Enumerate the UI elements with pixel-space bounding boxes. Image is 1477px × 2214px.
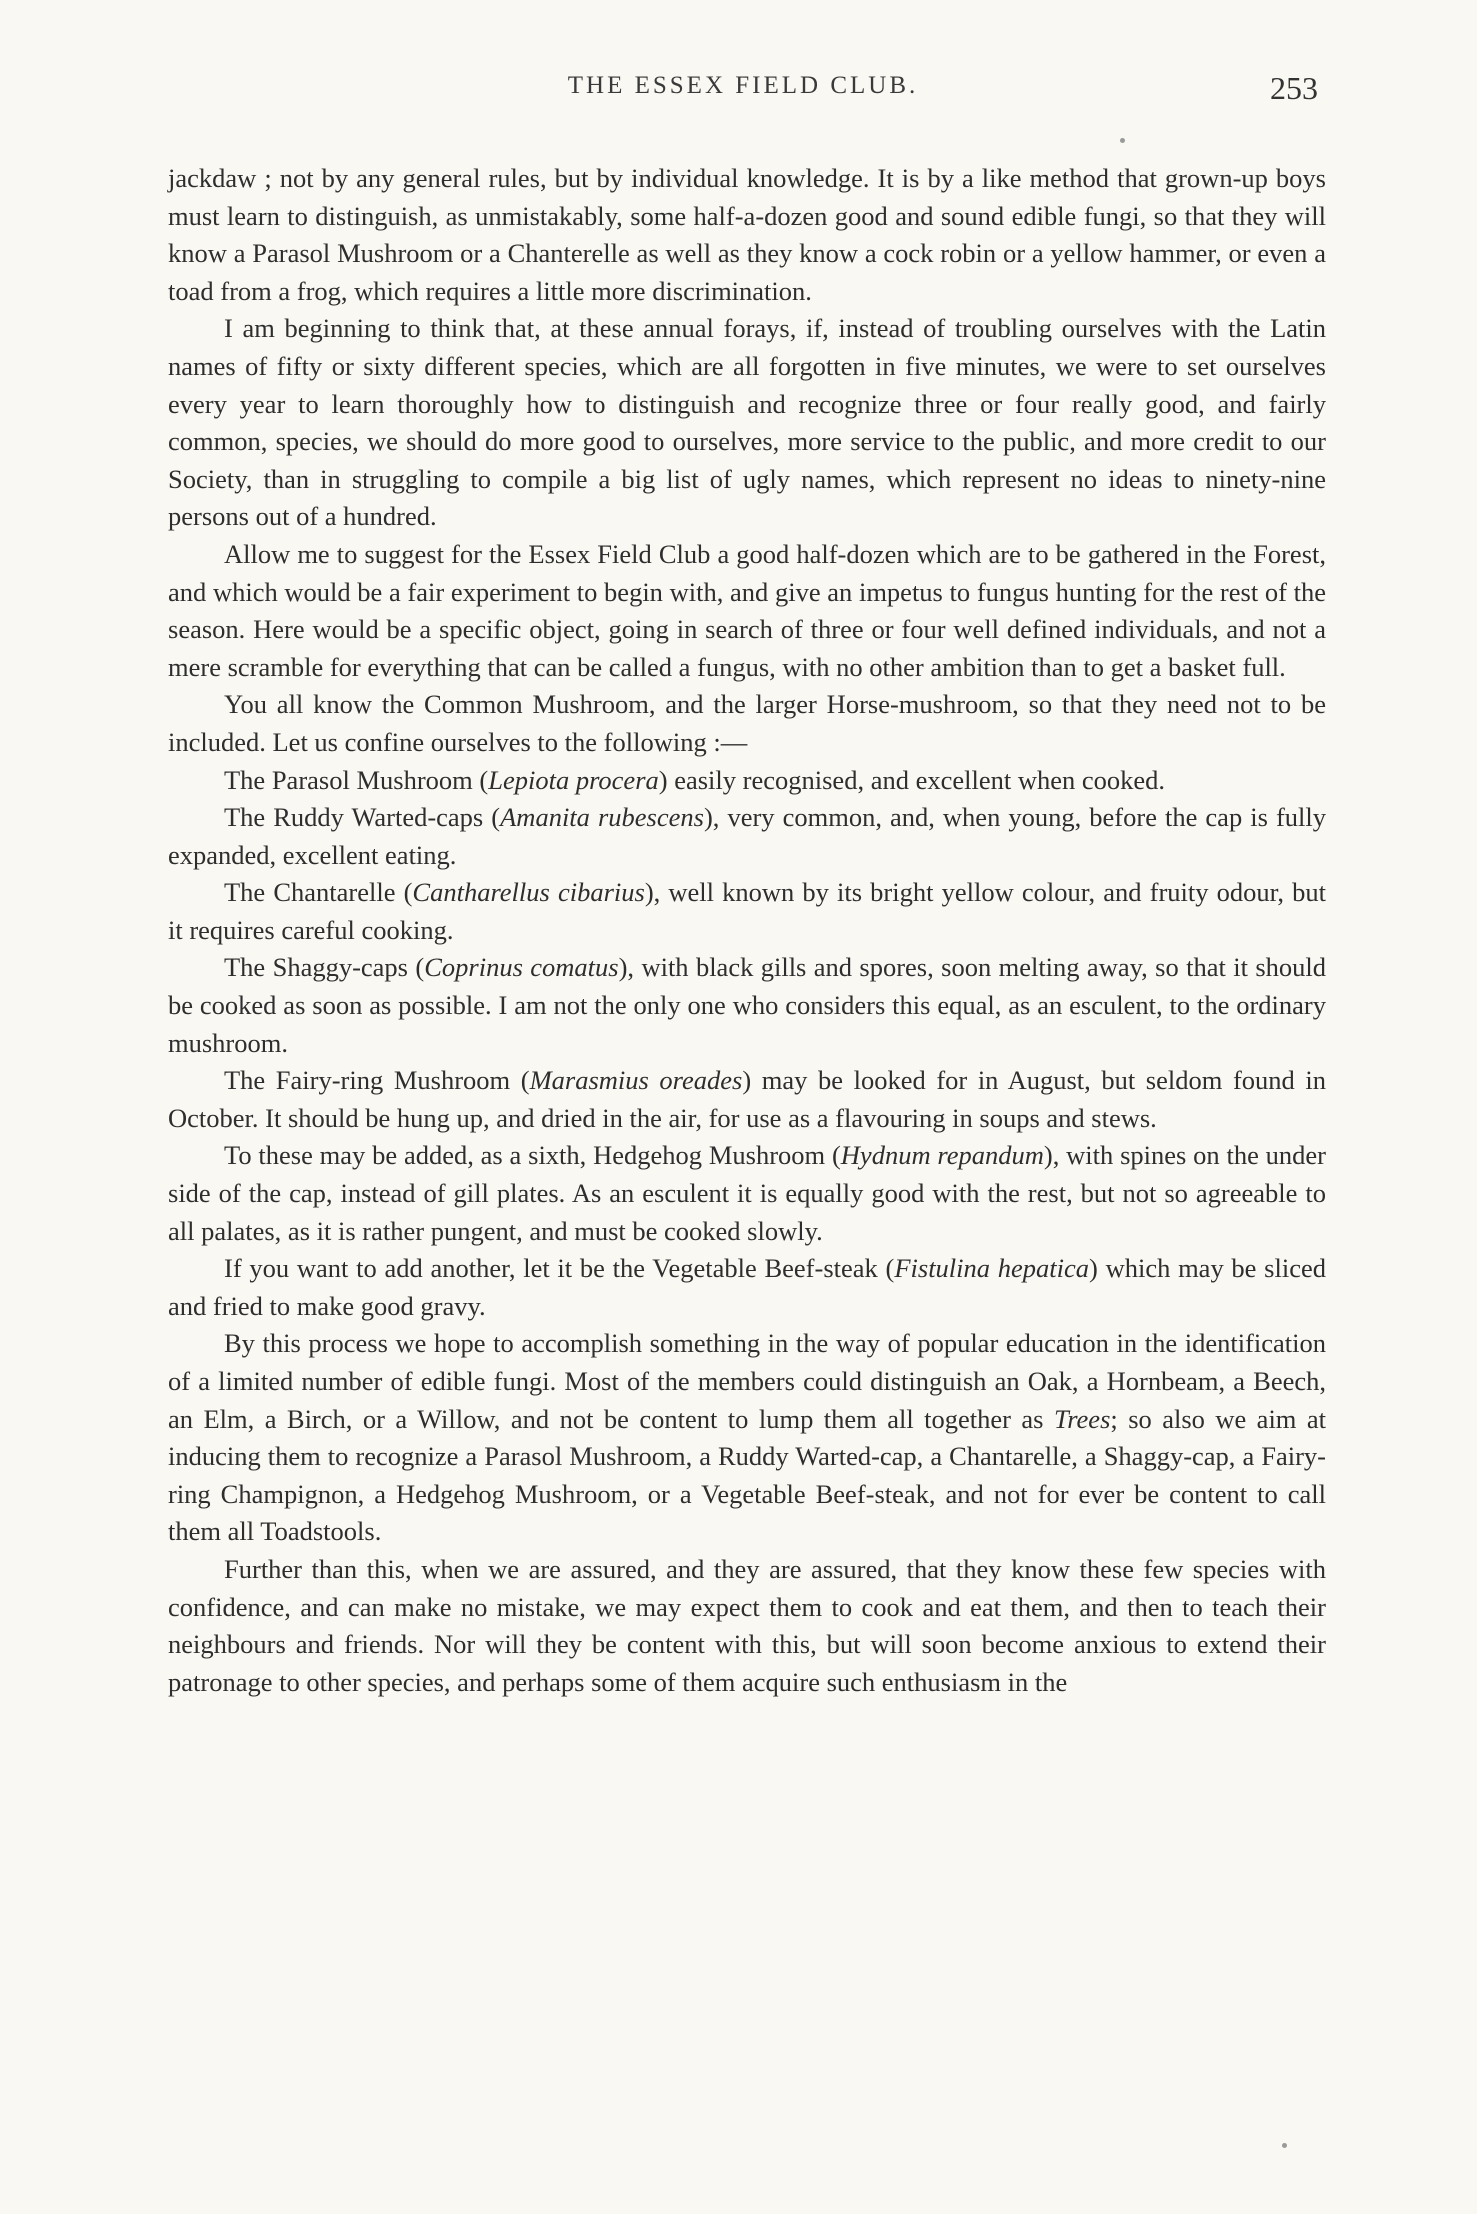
species-entry: The Fairy-ring Mushroom (Marasmius oreades) may be looked for in August, but seldom found in October. It should be hung up, and dried in the air, for use as a flavouring in soups and stews. — [168, 1065, 1326, 1133]
paragraph: You all know the Common Mushroom, and the larger Horse-mushroom, so that they need not to be included. Let us confine ourselves to the following :— — [168, 689, 1326, 757]
latin-name: Amanita rubescens — [500, 802, 704, 833]
latin-name: Marasmius oreades — [529, 1065, 743, 1096]
body-text — [168, 160, 1326, 1701]
species-entry: To these may be added, as a sixth, Hedgehog Mushroom (Hydnum repandum), with spines on the under side of the cap, instead of gill plates. As an esculent it is equally good with the rest, but not so agreeable to all palates, as it is rather pungent, and must be cooked slowly. — [168, 1140, 1327, 1246]
paragraph: By this process we hope to accomplish something in the way of popular education in the identification of a limited number of edible fungi. Most of the members could distinguish an Oak, a Hornbeam, a Beech, an Elm, a Birch, or a Willow, and not be content to lump them all together as Trees; so also we aim at inducing them to recognize a Parasol Mushroom, a Ruddy Warted-cap, a Chantarelle, a Shaggy-cap, a Fairy-ring Champignon, a Hedgehog Mushroom, or a Vegetable Beef-steak, and not for ever be content to call them all Toadstools. — [168, 1328, 1326, 1547]
species-entry: The Shaggy-caps (Coprinus comatus), with black gills and spores, soon melting away, so that it should be cooked as soon as possible. I am not the only one who considers this equal, as an esculent, to the ordinary mushroom. — [168, 952, 1326, 1058]
latin-name: Fistulina hepatica — [894, 1253, 1090, 1284]
latin-name: Cantharellus cibarius — [412, 877, 645, 908]
running-head: THE ESSEX FIELD CLUB. — [567, 72, 919, 99]
paragraph: jackdaw ; not by any general rules, but by individual knowledge. It is by a like method that grown-up boys must learn to distinguish, as unmistakably, some half-a-dozen good and sound edible fungi, so that they will know a Parasol Mushroom or a Chanterelle as well as they know a cock robin or a yellow hammer, or even a toad from a frog, which requires a little more discrimination. — [168, 163, 1326, 306]
paragraph: Allow me to suggest for the Essex Field Club a good half-dozen which are to be gathered in the Forest, and which would be a fair experiment to begin with, and give an impetus to fungus hunting for the rest of the season. Here would be a specific object, going in search of three or four well defined individuals, and not a mere scramble for everything that can be called a fungus, with no other ambition than to get a basket full. — [168, 538, 1326, 682]
species-entry: The Chantarelle (Cantharellus cibarius), well known by its bright yellow colour, and fruity odour, but it requires careful cooking. — [168, 877, 1326, 945]
page-header — [168, 72, 1318, 122]
emphasis: Trees — [1053, 1403, 1111, 1434]
species-entry: The Ruddy Warted-caps (Amanita rubescens), very common, and, when young, before the cap is fully expanded, excellent eating. — [168, 802, 1327, 870]
paragraph: I am beginning to think that, at these annual forays, if, instead of troubling ourselves with the Latin names of fifty or sixty different species, which are all forgotten in five minutes, we were to set ourselves every year to learn thoroughly how to distinguish and recognize three or four really good, and fairly common, species, we should do more good to ourselves, more service to the public, and more credit to our Society, than in struggling to compile a big list of ugly names, which represent no ideas to ninety-nine persons out of a hundred. — [168, 313, 1326, 532]
species-entry: If you want to add another, let it be the Vegetable Beef-steak (Fistulina hepatica) which may be sliced and fried to make good gravy. — [168, 1253, 1326, 1321]
latin-name: Lepiota procera — [488, 764, 659, 795]
paragraph: Further than this, when we are assured, and they are assured, that they know these few species with confidence, and can make no mistake, we may expect them to cook and eat them, and then to teach their neighbours and friends. Nor will they be content with this, but will soon become anxious to extend their patronage to other species, and perhaps some of them acquire such enthusiasm in the — [168, 1553, 1326, 1697]
latin-name: Coprinus comatus — [424, 952, 619, 983]
print-speck — [1120, 138, 1125, 143]
print-speck — [1282, 2143, 1287, 2148]
species-entry: The Parasol Mushroom (Lepiota procera) easily recognised, and excellent when cooked. — [224, 764, 1166, 795]
page-number: 253 — [1270, 70, 1318, 106]
latin-name: Hydnum repandum — [840, 1140, 1044, 1171]
